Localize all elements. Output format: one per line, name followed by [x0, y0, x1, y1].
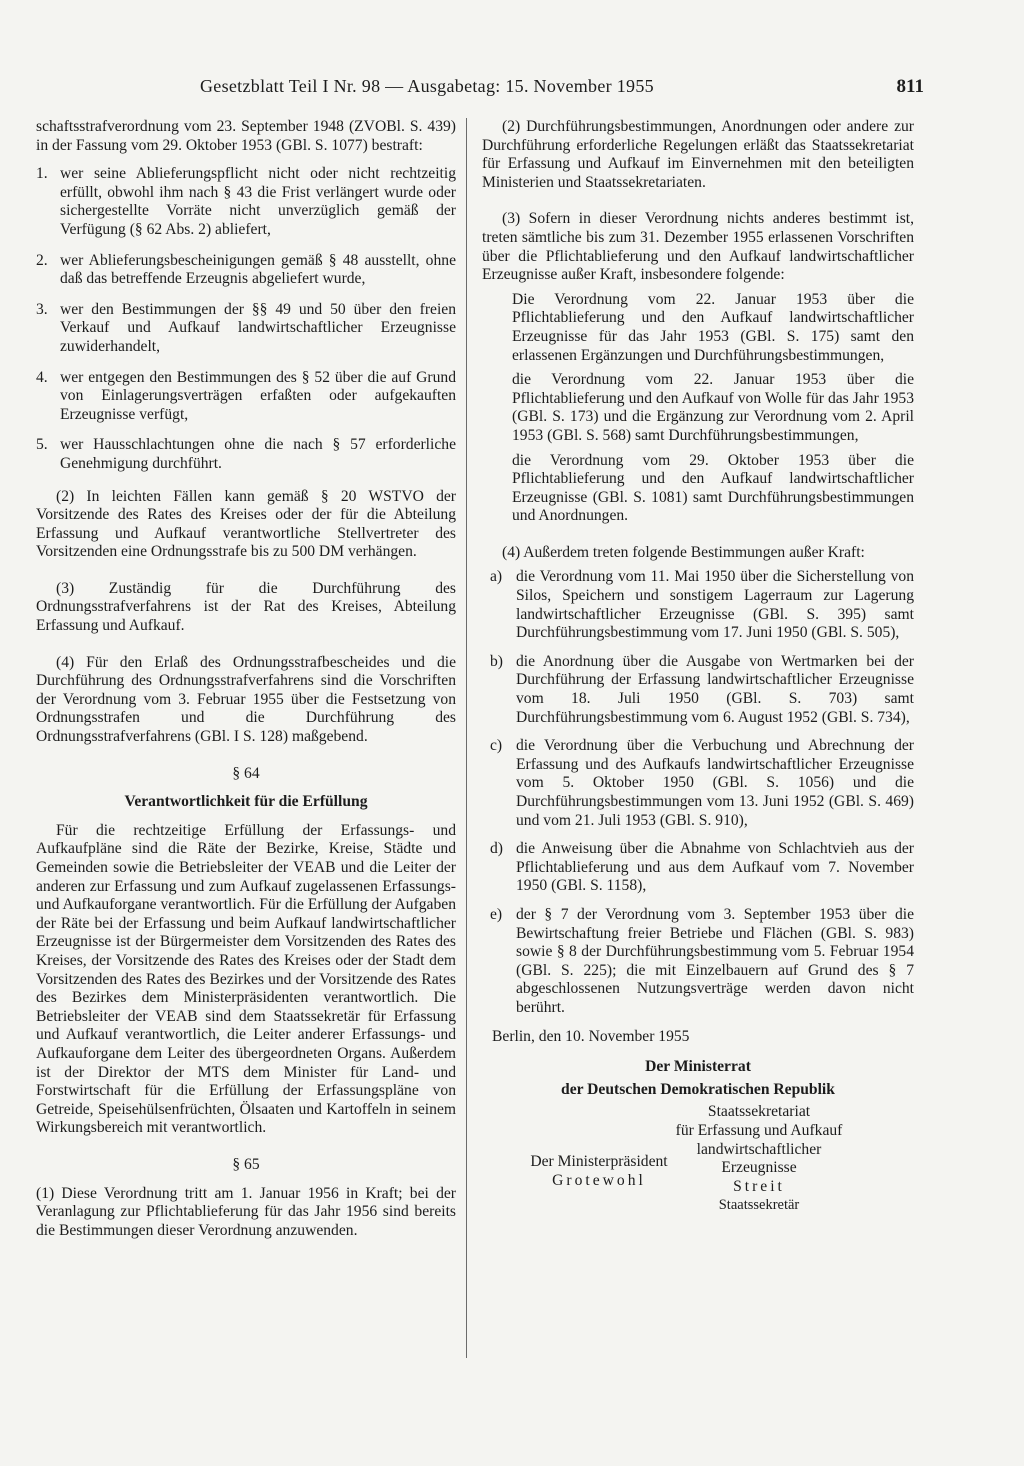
list-item-number: 5. — [36, 436, 48, 454]
list-item-number: 3. — [36, 300, 48, 318]
pm-title: Der Ministerpräsident — [530, 1153, 668, 1171]
repealed-regulation-3: die Verordnung vom 29. Oktober 1953 über die Pflichtablieferung und den Aufkauf landwirtschaftlicher Erzeugnisse (GBl. S. 1081) samt Durchführungsbestimmungen und Anordnungen. — [512, 451, 914, 525]
intro-paragraph: schaftsstrafverordnung vom 23. September 1948 (ZVOBl. S. 439) in der Fassung vom 29. Oktober 1953 (GBl. S. 1077) bestraft: — [36, 118, 456, 154]
list-item-text: wer entgegen den Bestimmungen des § 52 über die auf Grund von Einlagerungsverträgen erfaßten oder aufgekauften Erzeugnisse verfügt, — [60, 368, 456, 423]
repealed-regulation-1: Die Verordnung vom 22. Januar 1953 über die Pflichtablieferung und den Aufkauf landwirtschaftlicher Erzeugnisse für das Jahr 1953 (GBl. S. 175) samt den erlassenen Ergänzungen und Durchführungsbestimmungen, — [512, 290, 914, 364]
repealed-regulation-2: die Verordnung vom 22. Januar 1953 über die Pflichtablieferung und den Aufkauf von Wolle für das Jahr 1953 (GBl. S. 173) und die Ergänzung zur Verordnung vom 2. April 1953 (GBl. S. 568) samt Durchführungsbestimmungen, — [512, 371, 914, 444]
list-item-number: 4. — [36, 368, 48, 386]
list-item-letter: a) — [490, 568, 503, 586]
list-item-text: der § 7 der Verordnung vom 3. September 1953 über die Bewirtschaftung freier Betriebe und Flächen (GBl. S. 983) sowie § 8 der Durchführungsbestimmung vom 5. Februar 1954 (GBl. S. 225); die mit Einzelbauern auf Grund des § 7 abgeschlossenen Nutzungsverträge werden davon nicht berührt. — [516, 905, 914, 1016]
paragraph-3-right: (3) Sofern in dieser Verordnung nichts anderes bestimmt ist, treten sämtliche bis zum 31. Dezember 1955 erlassenen Vorschriften über die Pflichtablieferung und den Aufkauf landwirtschaftlicher Erzeugnisse außer Kraft, insbesondere folgende: — [482, 210, 914, 284]
list-item-text: wer Ablieferungsbescheinigungen gemäß § 48 ausstellt, ohne daß das betreffende Erzeugnis abgeliefert wurde, — [60, 251, 456, 288]
list-item — [490, 840, 914, 896]
list-item-text: die Anweisung über die Abnahme von Schlachtvieh aus der Pflichtablieferung und aus dem Aufkauf vom 7. November 1950 (GBl. S. 1158), — [516, 840, 914, 895]
prime-minister-signature — [494, 1153, 704, 1190]
list-item — [490, 568, 914, 642]
sec-title: Staatssekretär — [718, 1197, 800, 1214]
list-item — [490, 653, 914, 727]
list-item — [36, 369, 456, 425]
signature-block — [482, 1103, 914, 1223]
list-item-number: 1. — [36, 165, 48, 183]
header-title: Gesetzblatt Teil I Nr. 98 — Ausgabetag: 15. November 1955 — [200, 76, 654, 96]
left-column — [36, 118, 456, 1258]
section-65-number: § 65 — [232, 1155, 260, 1173]
paragraph-4-right: (4) Außerdem treten folgende Bestimmungen außer Kraft: — [502, 543, 865, 561]
page-number: 811 — [896, 76, 924, 97]
column-divider — [466, 118, 467, 1358]
sec-line-2: für Erfassung und Aufkauf — [675, 1121, 843, 1139]
list-item — [490, 737, 914, 830]
sec-name: Streit — [733, 1177, 785, 1195]
list-item-letter: e) — [490, 905, 503, 923]
sec-line-1: Staatssekretariat — [707, 1103, 811, 1121]
right-column — [482, 118, 914, 1223]
page-header — [150, 76, 924, 102]
section-64-title: Verantwortlichkeit für die Erfüllung — [124, 793, 368, 811]
list-item — [36, 252, 456, 289]
offense-list — [36, 165, 456, 473]
section-64-text: Für die rechtzeitige Erfüllung der Erfassungs- und Aufkaufpläne sind die Räte der Bezirke, Kreise, Städte und Gemeinden sowie die Betriebsleiter der VEAB und die Leiter der anderen zur Erfassung und zum Aufkauf zugelassenen Erfassungs- und Aufkauforgane verantwortlich. Für die Erfüllung der Aufgaben der Räte bei der Erfassung und beim Aufkauf landwirtschaftlicher Erzeugnisse ist der Bürgermeister dem Vorsitzenden des Rates des Kreises, der Vorsitzende des Rates des Kreises oder der Stadt dem Vorsitzenden des Rates des Bezirkes und der Vorsitzende des Rates des Bezirkes dem Ministerpräsidenten verantwortlich. Die Betriebsleiter der VEAB sind dem Staatssekretär für Erfassung und Aufkauf verantwortlich, die Leiter anderer Erfassungs- und Aufkauforgane dem Leiter des übergeordneten Organs. Außerdem ist der Direktor der MTS dem Minister für Land- und Forstwirtschaft für die Erfüllung der Erfassungspläne von Getreide, Speisehülsenfrüchten, Ölsaaten und Kartoffeln in seinem Wirkungsbereich mit verantwortlich. — [36, 821, 456, 1137]
list-item-letter: d) — [490, 840, 503, 858]
list-item — [490, 906, 914, 1018]
section-65-text: (1) Diese Verordnung tritt am 1. Januar 1956 in Kraft; bei der Veranlagung zur Pflichtablieferung für das Jahr 1956 sind bereits die Bestimmungen dieser Verordnung anzuwenden. — [36, 1184, 456, 1239]
list-item — [36, 436, 456, 473]
list-item-text: wer seine Ablieferungspflicht nicht oder nicht rechtzeitig erfüllt, obwohl ihm nach § 43 die Frist verlängert wurde oder sichergestellte Vorräte nicht unverzüglich gemäß der Verfügung (§ 62 Abs. 2) abliefert, — [60, 165, 456, 238]
list-item-letter: c) — [490, 737, 503, 755]
list-item-number: 2. — [36, 251, 48, 269]
list-item-text: wer den Bestimmungen der §§ 49 und 50 über den freien Verkauf und Aufkauf landwirtschaftlicher Erzeugnisse zuwiderhandelt, — [60, 300, 456, 355]
list-item-text: die Verordnung vom 11. Mai 1950 über die Sicherstellung von Silos, Speichern und sonstigem Lagerraum zur Lagerung landwirtschaftlicher Erzeugnisse (GBl. S. 395) samt Durchführungsbestimmung vom 17. Juni 1950 (GBl. S. 505), — [516, 568, 914, 642]
council-line-2: der Deutschen Demokratischen Republik — [561, 1080, 835, 1098]
list-item-text: die Anordnung über die Ausgabe von Wertmarken bei der Durchführung der Erfassung landwirtschaftlicher Erzeugnisse vom 18. Juli 1950 (GBl. S. 703) samt Durchführungsbestimmung vom 6. August 1952 (GBl. S. 734), — [516, 652, 914, 726]
list-item-letter: b) — [490, 652, 503, 670]
list-item-text: die Verordnung über die Verbuchung und Abrechnung der Erfassung und des Aufkaufs landwirtschaftlicher Erzeugnisse vom 5. Oktober 1950 (GBl. S. 1056) und die Durchführungsbestimmungen vom 13. Juni 1952 (GBl. S. 469) und vom 21. Juli 1953 (GBl. S. 910), — [516, 737, 914, 829]
sec-line-4: Erzeugnisse — [721, 1159, 797, 1177]
paragraph-3: (3) Zuständig für die Durchführung des Ordnungsstrafverfahrens ist der Rat des Kreises, Abteilung Erfassung und Aufkauf. — [36, 579, 456, 635]
council-line-1: Der Ministerrat — [645, 1058, 751, 1076]
sec-line-3: landwirtschaftlicher — [696, 1140, 822, 1158]
paragraph-2-right: (2) Durchführungsbestimmungen, Anordnungen oder andere zur Durchführung erforderliche Regelungen erläßt das Staatssekretariat für Erfassung und Aufkauf im Einvernehmen mit den beteiligten Ministerien und Staatssekretariaten. — [482, 118, 914, 191]
list-item — [36, 301, 456, 357]
list-item — [36, 165, 456, 239]
paragraph-2: (2) In leichten Fällen kann gemäß § 20 WSTVO der Vorsitzende des Rates des Kreises oder der für die Abteilung Erfassung und Aufkauf verantwortliche Stellvertreter des Vorsitzenden eine Ordnungsstrafe bis zu 500 DM verhängen. — [36, 487, 456, 561]
place-and-date: Berlin, den 10. November 1955 — [492, 1027, 690, 1045]
pm-name: Grotewohl — [552, 1171, 646, 1189]
paragraph-4: (4) Für den Erlaß des Ordnungsstrafbescheides und die Durchführung des Ordnungsstrafverfahrens sind die Vorschriften der Verordnung vom 3. Februar 1955 über die Festsetzung von Ordnungsstrafen und die Durchführung des Ordnungsstrafverfahrens (GBl. I S. 128) maßgebend. — [36, 653, 456, 746]
list-item-text: wer Hausschlachtungen ohne die nach § 57 erforderliche Genehmigung durchführt. — [60, 436, 456, 472]
section-64-number: § 64 — [232, 764, 260, 782]
